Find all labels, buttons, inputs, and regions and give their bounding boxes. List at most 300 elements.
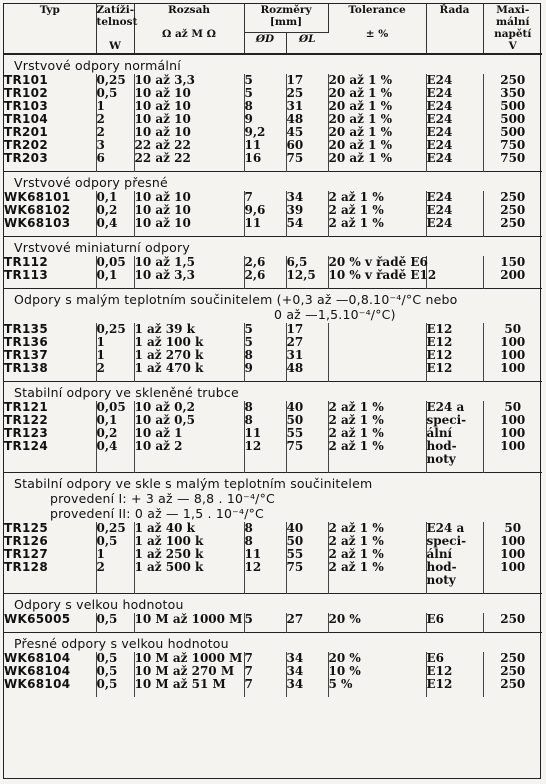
- cell-l: 75: [286, 561, 328, 574]
- section-title-row: [4, 54, 542, 74]
- cell-d: 5: [244, 87, 286, 100]
- cell-zatizitelnost: 0,1: [96, 269, 134, 282]
- cell-rozsah: 22 až 22: [134, 139, 244, 152]
- table-row: [4, 269, 542, 282]
- cell-zatizitelnost: 6: [96, 152, 134, 165]
- section-title: Přesné odpory s velkou hodnotou: [4, 633, 542, 653]
- table-row: [4, 87, 542, 100]
- cell-max-napeti: 100: [500, 426, 526, 440]
- cell-rozsah: 10 až 0,5: [134, 414, 244, 427]
- cell-rada: E24: [426, 152, 483, 165]
- cell-max-napeti: 250: [500, 216, 526, 230]
- cell-d: 2,6: [244, 256, 286, 269]
- cell-typ: TR127: [4, 548, 96, 561]
- cell-d: 5: [244, 323, 286, 336]
- header-max-napeti: Maxi- mální napětí V: [494, 4, 532, 52]
- cell-max-napeti: 500: [500, 99, 526, 113]
- cell-d: 11: [244, 548, 286, 561]
- cell-rozsah: 1 až 270 k: [134, 349, 244, 362]
- cell-zatizitelnost: 1: [96, 349, 134, 362]
- cell-tolerance: [328, 453, 426, 466]
- cell-d: 12: [244, 561, 286, 574]
- cell-zatizitelnost: 0,5: [96, 665, 134, 678]
- cell-tolerance: 20 až 1 %: [328, 126, 426, 139]
- header-rozmery: Rozměry [mm]: [244, 4, 328, 33]
- section-title: provedení I: + 3 až — 8,8 . 10⁻⁴/°C: [50, 491, 275, 506]
- cell-tolerance: 20 až 1 %: [328, 152, 426, 165]
- table-row: [4, 139, 542, 152]
- section-title-row: [4, 594, 542, 614]
- cell-l: [286, 574, 328, 587]
- cell-rada: ální: [426, 427, 483, 440]
- cell-rozsah: 10 až 10: [134, 191, 244, 204]
- section-title: 0 až —1,5.10⁻⁴/°C): [274, 307, 396, 322]
- cell-typ: TR113: [4, 269, 96, 282]
- cell-rada: E24: [426, 126, 483, 139]
- cell-typ: WK68102: [4, 204, 96, 217]
- cell-d: 8: [244, 522, 286, 535]
- spacer-cell: [244, 691, 286, 697]
- table-row: [4, 100, 542, 113]
- cell-d: 8: [244, 100, 286, 113]
- cell-d: 5: [244, 74, 286, 87]
- cell-rozsah: [134, 453, 244, 466]
- table-row: [4, 217, 542, 230]
- table-row: [4, 204, 542, 217]
- cell-zatizitelnost: 0,25: [96, 74, 134, 87]
- cell-tolerance: 10 %: [328, 665, 426, 678]
- cell-zatizitelnost: [96, 453, 134, 466]
- cell-tolerance: 2 až 1 %: [328, 217, 426, 230]
- cell-tolerance: [328, 574, 426, 587]
- spacer-cell: [328, 691, 426, 697]
- cell-rozsah: 10 až 10: [134, 100, 244, 113]
- cell-rada: E24: [426, 100, 483, 113]
- cell-max-napeti: 150: [500, 255, 526, 269]
- section-title: provedení II: 0 až — 1,5 . 10⁻⁴/°C: [50, 506, 264, 521]
- cell-d: [244, 574, 286, 587]
- cell-typ: TR103: [4, 100, 96, 113]
- cell-tolerance: 2 až 1 %: [328, 191, 426, 204]
- cell-d: 9: [244, 362, 286, 375]
- cell-zatizitelnost: 0,5: [96, 87, 134, 100]
- cell-typ: WK68104: [4, 665, 96, 678]
- cell-max-napeti: 100: [500, 361, 526, 375]
- cell-d: 5: [244, 336, 286, 349]
- cell-d: 9,2: [244, 126, 286, 139]
- cell-rada: hod-: [426, 440, 483, 453]
- cell-l: 34: [286, 678, 328, 691]
- table-row: [4, 414, 542, 427]
- cell-tolerance: [328, 362, 426, 375]
- cell-max-napeti: 250: [500, 612, 526, 626]
- cell-max-napeti: [483, 453, 542, 466]
- cell-tolerance: 2 až 1 %: [328, 414, 426, 427]
- cell-rozsah: 10 M až 270 M: [134, 665, 244, 678]
- cell-tolerance: 20 až 1 %: [328, 87, 426, 100]
- cell-rozsah: 10 až 10: [134, 87, 244, 100]
- cell-l: 31: [286, 349, 328, 362]
- cell-rada: noty: [426, 453, 483, 466]
- cell-d: 9,6: [244, 204, 286, 217]
- cell-typ: TR202: [4, 139, 96, 152]
- cell-rozsah: 10 až 1: [134, 427, 244, 440]
- cell-tolerance: 2 až 1 %: [328, 440, 426, 453]
- table-row: [4, 74, 542, 87]
- cell-rozsah: 10 až 10: [134, 126, 244, 139]
- cell-max-napeti: 350: [500, 86, 526, 100]
- cell-tolerance: 2 až 1 %: [328, 548, 426, 561]
- cell-typ: WK65005: [4, 613, 96, 626]
- section-title: Odpory s velkou hodnotou: [4, 594, 542, 614]
- cell-max-napeti: 100: [500, 348, 526, 362]
- spacer-cell: [426, 691, 483, 697]
- cell-max-napeti: 750: [500, 151, 526, 165]
- cell-d: 8: [244, 401, 286, 414]
- cell-l: 54: [286, 217, 328, 230]
- cell-rada: E12: [426, 349, 483, 362]
- cell-zatizitelnost: 0,05: [96, 401, 134, 414]
- table-row: [4, 349, 542, 362]
- cell-d: 11: [244, 217, 286, 230]
- header-rada: Řada: [426, 4, 483, 54]
- cell-rada: E24 a: [426, 522, 483, 535]
- table-row: [4, 678, 542, 691]
- cell-rozsah: [134, 574, 244, 587]
- spacer-cell: [286, 691, 328, 697]
- cell-zatizitelnost: 0,4: [96, 440, 134, 453]
- table-row: [4, 561, 542, 574]
- cell-d: 5: [244, 613, 286, 626]
- section-title: Vrstvové miniaturní odpory: [4, 237, 542, 257]
- cell-rozsah: 10 až 10: [134, 113, 244, 126]
- cell-tolerance: [328, 349, 426, 362]
- cell-rozsah: 1 až 100 k: [134, 336, 244, 349]
- cell-l: 17: [286, 323, 328, 336]
- cell-zatizitelnost: 2: [96, 561, 134, 574]
- table-row: [4, 336, 542, 349]
- cell-tolerance: 2 až 1 %: [328, 401, 426, 414]
- section-title-row: [4, 633, 542, 653]
- cell-max-napeti: 100: [500, 534, 526, 548]
- cell-zatizitelnost: 0,25: [96, 323, 134, 336]
- cell-tolerance: 20 % v řadě E6: [328, 255, 428, 269]
- cell-rozsah: 10 až 1,5: [134, 256, 244, 269]
- cell-max-napeti: 250: [500, 651, 526, 665]
- cell-d: 7: [244, 678, 286, 691]
- section-title-row: [4, 473, 542, 493]
- cell-rada: E6: [426, 652, 483, 665]
- cell-rozsah: 10 až 10: [134, 204, 244, 217]
- table-row: [4, 126, 542, 139]
- cell-rozsah: 22 až 22: [134, 152, 244, 165]
- table-row: [4, 453, 542, 466]
- cell-typ: TR136: [4, 336, 96, 349]
- cell-typ: TR203: [4, 152, 96, 165]
- cell-max-napeti: 100: [500, 413, 526, 427]
- header-d: ØD: [244, 33, 286, 55]
- cell-zatizitelnost: 2: [96, 362, 134, 375]
- cell-rada: E24: [426, 87, 483, 100]
- cell-rozsah: 1 až 500 k: [134, 561, 244, 574]
- cell-max-napeti: 250: [500, 73, 526, 87]
- table-row: [4, 535, 542, 548]
- cell-d: 8: [244, 535, 286, 548]
- cell-typ: WK68103: [4, 217, 96, 230]
- cell-zatizitelnost: 2: [96, 126, 134, 139]
- section-title: Stabilní odpory ve skle s malým teplotním součinitelem: [4, 473, 542, 493]
- cell-typ: TR138: [4, 362, 96, 375]
- header-l: ØL: [286, 33, 328, 55]
- cell-zatizitelnost: 0,1: [96, 414, 134, 427]
- cell-max-napeti: 50: [504, 521, 522, 535]
- section-title-row: [4, 289, 542, 309]
- cell-max-napeti: 500: [500, 125, 526, 139]
- resistor-spec-table: [4, 4, 542, 697]
- cell-rada: E24: [426, 139, 483, 152]
- cell-l: 39: [286, 204, 328, 217]
- cell-d: 8: [244, 349, 286, 362]
- cell-l: 40: [286, 401, 328, 414]
- cell-tolerance: 2 až 1 %: [328, 427, 426, 440]
- cell-rozsah: 10 až 3,3: [134, 74, 244, 87]
- cell-max-napeti: 50: [504, 400, 522, 414]
- cell-zatizitelnost: 0,2: [96, 427, 134, 440]
- cell-l: 75: [286, 152, 328, 165]
- cell-max-napeti: 500: [500, 112, 526, 126]
- cell-typ: TR137: [4, 349, 96, 362]
- cell-typ: TR104: [4, 113, 96, 126]
- cell-l: 60: [286, 139, 328, 152]
- table-row: [4, 256, 542, 269]
- cell-tolerance: 20 až 1 %: [328, 100, 426, 113]
- cell-l: 75: [286, 440, 328, 453]
- cell-typ: WK68101: [4, 191, 96, 204]
- cell-l: 50: [286, 535, 328, 548]
- cell-tolerance: 2 až 1 %: [328, 561, 426, 574]
- cell-rada: E24 a: [426, 401, 483, 414]
- cell-zatizitelnost: 1: [96, 336, 134, 349]
- cell-max-napeti: 100: [500, 335, 526, 349]
- cell-typ: WK68104: [4, 652, 96, 665]
- resistor-table-page: [3, 3, 541, 779]
- cell-l: 25: [286, 87, 328, 100]
- cell-typ: TR102: [4, 87, 96, 100]
- cell-d: [244, 453, 286, 466]
- table-body: [4, 54, 542, 697]
- spacer-cell: [483, 691, 542, 697]
- cell-d: 11: [244, 427, 286, 440]
- section-title-row: [4, 308, 542, 323]
- cell-l: 50: [286, 414, 328, 427]
- cell-max-napeti: 50: [504, 322, 522, 336]
- cell-rada: E12: [426, 362, 483, 375]
- cell-zatizitelnost: 0,5: [96, 535, 134, 548]
- cell-zatizitelnost: 3: [96, 139, 134, 152]
- section-title: Vrstvové odpory přesné: [4, 172, 542, 192]
- cell-zatizitelnost: 0,25: [96, 522, 134, 535]
- cell-rada: speci-: [426, 414, 483, 427]
- cell-rozsah: 10 až 0,2: [134, 401, 244, 414]
- header-tolerance: Tolerance ± %: [328, 4, 426, 54]
- cell-max-napeti: 100: [500, 439, 526, 453]
- cell-l: 12,5: [286, 269, 328, 282]
- spacer-cell: [4, 691, 96, 697]
- cell-tolerance: 2 až 1 %: [328, 522, 426, 535]
- header-rozsah: Rozsah Ω až M Ω: [134, 4, 244, 54]
- cell-zatizitelnost: 2: [96, 113, 134, 126]
- cell-tolerance: [328, 323, 426, 336]
- cell-l: 27: [286, 336, 328, 349]
- cell-rozsah: 10 až 2: [134, 440, 244, 453]
- cell-l: 48: [286, 113, 328, 126]
- cell-tolerance: 20 až 1 %: [328, 113, 426, 126]
- cell-max-napeti: 250: [500, 664, 526, 678]
- cell-rada: ální: [426, 548, 483, 561]
- cell-rada: E24: [426, 191, 483, 204]
- spacer-cell: [134, 691, 244, 697]
- cell-zatizitelnost: 0,4: [96, 217, 134, 230]
- cell-d: 2,6: [244, 269, 286, 282]
- table-row: [4, 548, 542, 561]
- section-title: Odpory s malým teplotním součinitelem (+0,3 až —0,8.10⁻⁴/°C nebo: [4, 289, 542, 309]
- cell-rozsah: 10 M až 1000 M: [134, 612, 243, 626]
- cell-max-napeti: 250: [500, 203, 526, 217]
- cell-rada: E12: [426, 336, 483, 349]
- table-row: [4, 665, 542, 678]
- cell-l: 45: [286, 126, 328, 139]
- cell-rozsah: 1 až 470 k: [134, 362, 244, 375]
- cell-d: 7: [244, 652, 286, 665]
- cell-tolerance: 2 až 1 %: [328, 204, 426, 217]
- cell-rozsah: 10 M až 1000 M: [134, 651, 243, 665]
- cell-rozsah: 1 až 100 k: [134, 535, 244, 548]
- cell-tolerance: 20 %: [328, 652, 426, 665]
- cell-rada: E24: [426, 74, 483, 87]
- cell-typ: [4, 453, 96, 466]
- cell-d: 7: [244, 191, 286, 204]
- cell-rada: E6: [426, 613, 483, 626]
- cell-typ: TR112: [4, 256, 96, 269]
- cell-typ: TR124: [4, 440, 96, 453]
- cell-l: 40: [286, 522, 328, 535]
- table-row: [4, 362, 542, 375]
- cell-rozsah: 10 až 3,3: [134, 269, 244, 282]
- section-spacer: [4, 691, 542, 697]
- cell-typ: TR101: [4, 74, 96, 87]
- cell-max-napeti: 250: [500, 677, 526, 691]
- cell-typ: [4, 574, 96, 587]
- cell-rada: E12: [426, 665, 483, 678]
- cell-rada: E12: [426, 323, 483, 336]
- cell-rada: E24: [426, 204, 483, 217]
- cell-rada: E12: [426, 678, 483, 691]
- table-header: [4, 4, 542, 54]
- cell-zatizitelnost: 1: [96, 548, 134, 561]
- cell-rada: E24: [426, 217, 483, 230]
- cell-max-napeti: 100: [500, 547, 526, 561]
- cell-rozsah: 10 M až 51 M: [134, 678, 244, 691]
- cell-typ: TR128: [4, 561, 96, 574]
- cell-zatizitelnost: 0,05: [96, 256, 134, 269]
- table-row: [4, 574, 542, 587]
- cell-rada: E24: [426, 113, 483, 126]
- cell-d: 16: [244, 152, 286, 165]
- header-zatizitelnost: Zatíži- telnost W: [96, 4, 138, 52]
- cell-typ: TR201: [4, 126, 96, 139]
- cell-l: 27: [286, 613, 328, 626]
- table-row: [4, 323, 542, 336]
- cell-rozsah: 1 až 39 k: [134, 323, 244, 336]
- header-typ: Typ: [4, 4, 96, 54]
- cell-rozsah: 1 až 250 k: [134, 548, 244, 561]
- cell-typ: TR122: [4, 414, 96, 427]
- table-row: [4, 440, 542, 453]
- cell-rozsah: 10 až 10: [134, 217, 244, 230]
- cell-rozsah: 1 až 40 k: [134, 522, 244, 535]
- section-title: Vrstvové odpory normální: [14, 58, 181, 73]
- cell-l: [286, 453, 328, 466]
- cell-tolerance: 20 až 1 %: [328, 74, 426, 87]
- cell-zatizitelnost: 0,5: [96, 678, 134, 691]
- table-row: [4, 113, 542, 126]
- cell-d: 11: [244, 139, 286, 152]
- cell-zatizitelnost: 0,2: [96, 204, 134, 217]
- table-row: [4, 427, 542, 440]
- section-title: Stabilní odpory ve skleněné trubce: [4, 382, 542, 402]
- cell-max-napeti: 750: [500, 138, 526, 152]
- cell-typ: TR135: [4, 323, 96, 336]
- table-row: [4, 652, 542, 665]
- cell-l: 48: [286, 362, 328, 375]
- section-title-row: [4, 172, 542, 192]
- cell-typ: TR121: [4, 401, 96, 414]
- cell-tolerance: 20 až 1 %: [328, 139, 426, 152]
- cell-max-napeti: 200: [500, 268, 526, 282]
- cell-d: 9: [244, 113, 286, 126]
- cell-max-napeti: [483, 574, 542, 587]
- spacer-cell: [96, 691, 134, 697]
- cell-l: 55: [286, 427, 328, 440]
- cell-zatizitelnost: 0,5: [96, 613, 134, 626]
- cell-l: 55: [286, 548, 328, 561]
- section-title-row: [4, 507, 542, 522]
- cell-typ: WK68104: [4, 678, 96, 691]
- cell-l: 31: [286, 100, 328, 113]
- cell-max-napeti: 250: [500, 190, 526, 204]
- section-title-row: [4, 492, 542, 507]
- cell-l: 34: [286, 191, 328, 204]
- section-title-row: [4, 237, 542, 257]
- cell-zatizitelnost: 0,5: [96, 652, 134, 665]
- cell-zatizitelnost: [96, 574, 134, 587]
- cell-zatizitelnost: 1: [96, 100, 134, 113]
- cell-tolerance: 5 %: [328, 678, 426, 691]
- cell-tolerance: 20 %: [328, 613, 426, 626]
- cell-rada: noty: [426, 574, 483, 587]
- cell-d: 8: [244, 414, 286, 427]
- cell-max-napeti: 100: [500, 560, 526, 574]
- cell-d: 7: [244, 665, 286, 678]
- cell-l: 17: [286, 74, 328, 87]
- cell-d: 12: [244, 440, 286, 453]
- cell-typ: TR126: [4, 535, 96, 548]
- cell-tolerance: [328, 336, 426, 349]
- cell-l: 6,5: [286, 256, 328, 269]
- cell-l: 34: [286, 652, 328, 665]
- table-row: [4, 613, 542, 626]
- cell-tolerance: 10 % v řadě E12: [328, 268, 437, 282]
